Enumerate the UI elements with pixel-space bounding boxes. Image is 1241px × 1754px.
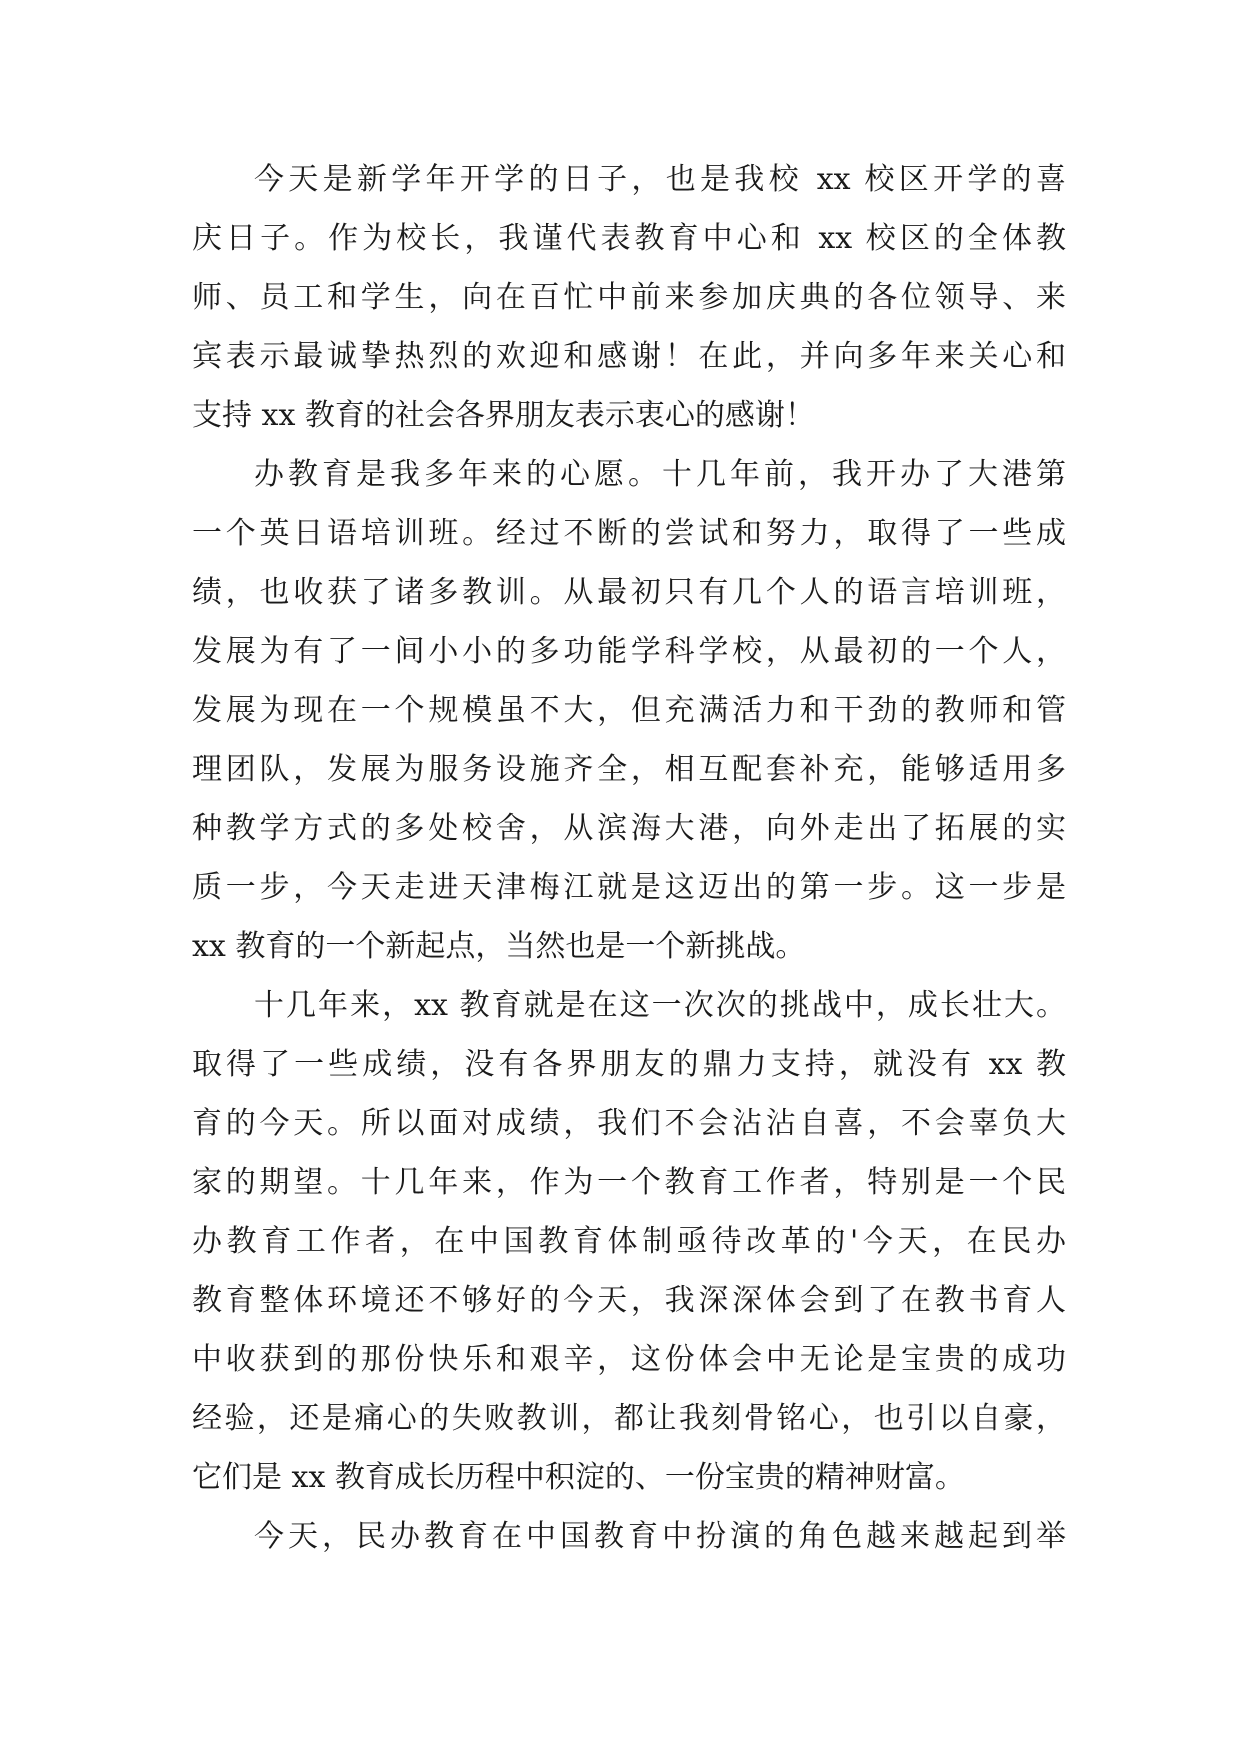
paragraph-line: 理团队，发展为服务设施齐全，相互配套补充，能够适用多 [192, 752, 1066, 787]
paragraph-line: 一个英日语培训班。经过不断的尝试和努力，取得了一些成 [192, 516, 1066, 551]
paragraph-line: 育的今天。所以面对成绩，我们不会沾沾自喜，不会辜负大 [192, 1106, 1066, 1141]
document-body [192, 150, 1066, 1566]
paragraph-line: 师、员工和学生，向在百忙中前来参加庆典的各位领导、来 [192, 280, 1066, 315]
paragraph-line: 取得了一些成绩，没有各界朋友的鼎力支持，就没有 xx 教 [192, 1047, 1066, 1082]
paragraph-2 [192, 445, 1066, 976]
paragraph-line: 种教学方式的多处校舍，从滨海大港，向外走出了拓展的实 [192, 811, 1066, 846]
paragraph-line: 质一步，今天走进天津梅江就是这迈出的第一步。这一步是 [192, 870, 1066, 905]
paragraph-line: xx 教育的一个新起点，当然也是一个新挑战。 [192, 929, 806, 964]
paragraph-line: 宾表示最诚挚热烈的欢迎和感谢！在此，并向多年来关心和 [192, 339, 1066, 374]
paragraph-line: 它们是 xx 教育成长历程中积淀的、一份宝贵的精神财富。 [192, 1460, 965, 1495]
paragraph-line: 今天，民办教育在中国教育中扮演的角色越来越起到举 [254, 1519, 1066, 1554]
paragraph-line: 教育整体环境还不够好的今天，我深深体会到了在教书育人 [192, 1283, 1066, 1318]
paragraph-line: 发展为有了一间小小的多功能学科学校，从最初的一个人， [192, 634, 1066, 669]
paragraph-line: 办教育工作者，在中国教育体制亟待改革的'今天，在民办 [192, 1224, 1066, 1259]
paragraph-line: 家的期望。十几年来，作为一个教育工作者，特别是一个民 [192, 1165, 1066, 1200]
paragraph-1 [192, 150, 1066, 445]
paragraph-line: 绩，也收获了诸多教训。从最初只有几个人的语言培训班， [192, 575, 1066, 610]
paragraph-line: 庆日子。作为校长，我谨代表教育中心和 xx 校区的全体教 [192, 221, 1066, 256]
paragraph-line: 今天是新学年开学的日子，也是我校 xx 校区开学的喜 [254, 162, 1066, 197]
paragraph-line: 支持 xx 教育的社会各界朋友表示衷心的感谢！ [192, 398, 815, 433]
paragraph-line: 中收获到的那份快乐和艰辛，这份体会中无论是宝贵的成功 [192, 1342, 1066, 1377]
paragraph-line: 十几年来，xx 教育就是在这一次次的挑战中，成长壮大。 [254, 988, 1066, 1023]
paragraph-4 [192, 1507, 1066, 1566]
paragraph-line: 办教育是我多年来的心愿。十几年前，我开办了大港第 [254, 457, 1066, 492]
paragraph-line: 经验，还是痛心的失败教训，都让我刻骨铭心，也引以自豪， [192, 1401, 1066, 1436]
paragraph-line: 发展为现在一个规模虽不大，但充满活力和干劲的教师和管 [192, 693, 1066, 728]
paragraph-3 [192, 976, 1066, 1507]
